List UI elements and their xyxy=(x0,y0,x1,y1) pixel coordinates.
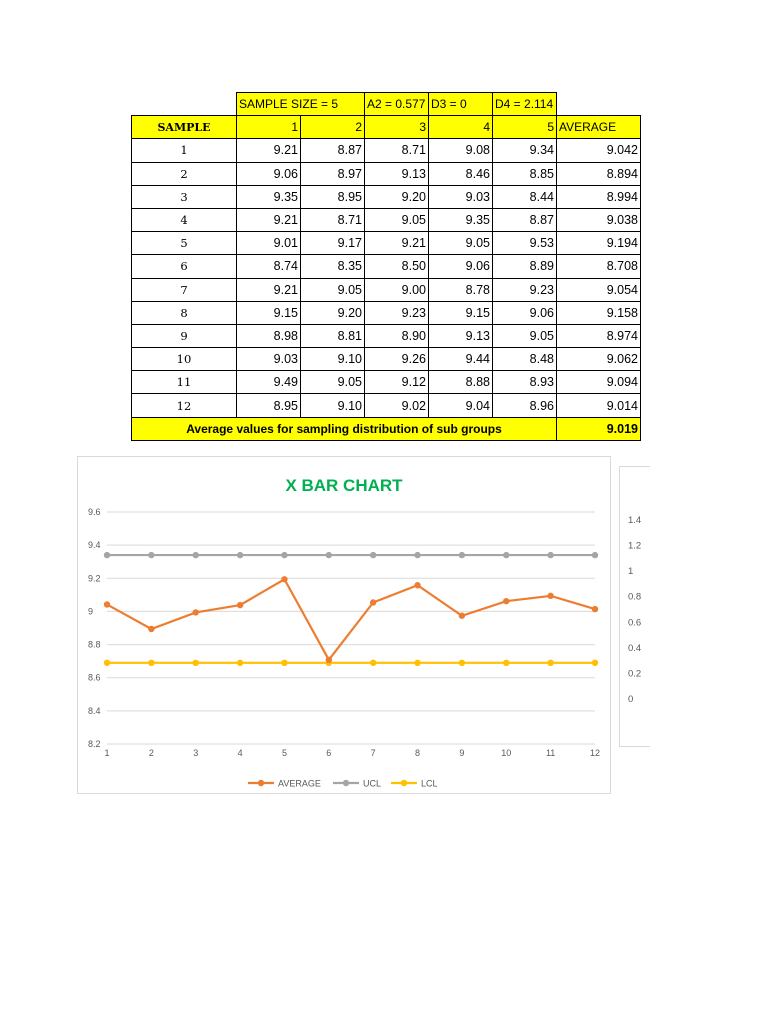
observation-cell[interactable]: 9.10 xyxy=(301,348,365,371)
observation-cell[interactable]: 9.12 xyxy=(365,371,429,394)
sample-number-cell[interactable]: 12 xyxy=(132,394,237,417)
observation-cell[interactable]: 8.35 xyxy=(301,255,365,278)
sample-data-table xyxy=(131,92,641,441)
observation-cell[interactable]: 8.87 xyxy=(493,208,557,231)
sample-number-cell[interactable]: 1 xyxy=(132,139,237,162)
average-cell[interactable]: 9.042 xyxy=(557,139,641,162)
observation-cell[interactable]: 9.13 xyxy=(429,324,493,347)
sample-number-cell[interactable]: 6 xyxy=(132,255,237,278)
observation-cell[interactable]: 9.01 xyxy=(237,232,301,255)
table-row xyxy=(132,301,641,324)
average-header-cell[interactable]: AVERAGE xyxy=(557,116,641,139)
sample-number-cell[interactable]: 8 xyxy=(132,301,237,324)
observation-cell[interactable]: 8.90 xyxy=(365,324,429,347)
average-cell[interactable]: 8.708 xyxy=(557,255,641,278)
sample-size-cell[interactable]: SAMPLE SIZE = 5 xyxy=(237,93,365,116)
ucl-data-point[interactable] xyxy=(237,552,243,558)
gridlines xyxy=(107,512,595,744)
chart-title: X BAR CHART xyxy=(285,476,403,495)
observation-cell[interactable]: 9.03 xyxy=(237,348,301,371)
observation-cell[interactable]: 9.13 xyxy=(365,162,429,185)
secondary-y-tick-label: 0.8 xyxy=(628,591,642,603)
observation-cell[interactable]: 9.23 xyxy=(365,301,429,324)
observation-cell[interactable]: 9.35 xyxy=(237,185,301,208)
lcl-data-point[interactable] xyxy=(237,660,243,666)
observation-cell[interactable]: 8.96 xyxy=(493,394,557,417)
table-row xyxy=(132,324,641,347)
x-tick-label: 5 xyxy=(281,748,287,758)
observation-cell[interactable]: 9.21 xyxy=(365,232,429,255)
observation-cell[interactable]: 9.53 xyxy=(493,232,557,255)
x-tick-label: 1 xyxy=(104,748,110,758)
ucl-data-point[interactable] xyxy=(148,552,154,558)
average-cell[interactable]: 9.062 xyxy=(557,348,641,371)
secondary-y-tick-label: 0.6 xyxy=(628,617,642,629)
average-data-point[interactable] xyxy=(104,601,110,607)
table-row xyxy=(132,371,641,394)
average-cell[interactable]: 9.158 xyxy=(557,301,641,324)
average-data-point[interactable] xyxy=(193,609,199,615)
lcl-data-point[interactable] xyxy=(104,660,110,666)
observation-cell[interactable]: 9.05 xyxy=(493,324,557,347)
secondary-y-tick-label: 1 xyxy=(628,566,634,578)
average-cell[interactable]: 8.994 xyxy=(557,185,641,208)
secondary-y-tick-label: 1.4 xyxy=(628,515,642,526)
ucl-data-point[interactable] xyxy=(459,552,465,558)
average-data-point[interactable] xyxy=(414,582,420,588)
observation-cell[interactable]: 9.49 xyxy=(237,371,301,394)
average-cell[interactable]: 8.974 xyxy=(557,324,641,347)
x-bar-chart[interactable] xyxy=(77,456,611,794)
x-tick-label: 8 xyxy=(415,748,421,758)
average-data-point[interactable] xyxy=(370,599,376,605)
observation-cell[interactable]: 8.50 xyxy=(365,255,429,278)
observation-cell[interactable]: 9.05 xyxy=(429,232,493,255)
legend-label: LCL xyxy=(421,778,438,789)
observation-cell[interactable]: 8.89 xyxy=(493,255,557,278)
lcl-data-point[interactable] xyxy=(592,660,598,666)
observation-cell[interactable]: 8.85 xyxy=(493,162,557,185)
average-data-point[interactable] xyxy=(326,657,332,663)
y-tick-label: 8.8 xyxy=(88,639,101,650)
x-tick-label: 6 xyxy=(326,748,332,758)
sample-number-cell[interactable]: 10 xyxy=(132,348,237,371)
observation-cell[interactable]: 8.98 xyxy=(237,324,301,347)
observation-cell[interactable]: 9.03 xyxy=(429,185,493,208)
observation-header-cell[interactable]: 5 xyxy=(493,116,557,139)
sample-number-cell[interactable]: 3 xyxy=(132,185,237,208)
observation-cell[interactable]: 8.97 xyxy=(301,162,365,185)
observation-cell[interactable]: 9.17 xyxy=(301,232,365,255)
legend-swatch-marker xyxy=(401,780,407,786)
observation-cell[interactable]: 9.20 xyxy=(301,301,365,324)
average-cell[interactable]: 9.194 xyxy=(557,232,641,255)
observation-header-cell[interactable]: 1 xyxy=(237,116,301,139)
observation-cell[interactable]: 9.21 xyxy=(237,278,301,301)
ucl-data-point[interactable] xyxy=(592,552,598,558)
observation-cell[interactable]: 8.81 xyxy=(301,324,365,347)
sample-number-cell[interactable]: 7 xyxy=(132,278,237,301)
sample-header-cell[interactable]: SAMPLE xyxy=(132,116,237,139)
observation-cell[interactable]: 9.21 xyxy=(237,208,301,231)
x-tick-label: 7 xyxy=(370,748,376,758)
observation-cell[interactable]: 9.15 xyxy=(237,301,301,324)
ucl-data-point[interactable] xyxy=(414,552,420,558)
average-series-line[interactable] xyxy=(107,579,595,660)
ucl-data-point[interactable] xyxy=(503,552,509,558)
average-data-point[interactable] xyxy=(547,593,553,599)
observation-cell[interactable]: 9.05 xyxy=(301,278,365,301)
legend-label: UCL xyxy=(363,778,382,789)
observation-header-cell[interactable]: 4 xyxy=(429,116,493,139)
observation-cell[interactable]: 8.71 xyxy=(301,208,365,231)
x-bar-chart-svg xyxy=(78,457,610,793)
y-axis-ticks xyxy=(88,507,101,749)
lcl-data-point[interactable] xyxy=(370,660,376,666)
observation-cell[interactable]: 9.00 xyxy=(365,278,429,301)
legend-swatch-marker xyxy=(343,780,349,786)
ucl-data-point[interactable] xyxy=(326,552,332,558)
x-axis-ticks xyxy=(104,748,600,758)
ucl-data-point[interactable] xyxy=(193,552,199,558)
observation-cell[interactable]: 9.20 xyxy=(365,185,429,208)
observation-cell[interactable]: 9.04 xyxy=(429,394,493,417)
x-tick-label: 4 xyxy=(237,748,243,758)
average-data-point[interactable] xyxy=(281,576,287,582)
secondary-y-tick-label: 1.2 xyxy=(628,540,642,552)
x-tick-label: 9 xyxy=(459,748,465,758)
observation-cell[interactable]: 9.08 xyxy=(429,139,493,162)
observation-cell[interactable]: 9.05 xyxy=(301,371,365,394)
average-data-point[interactable] xyxy=(459,613,465,619)
observation-cell[interactable]: 8.71 xyxy=(365,139,429,162)
d3-cell[interactable]: D3 = 0 xyxy=(429,93,493,116)
observation-cell[interactable]: 9.26 xyxy=(365,348,429,371)
observation-cell[interactable]: 9.34 xyxy=(493,139,557,162)
table-row xyxy=(132,139,641,162)
sample-number-cell[interactable]: 2 xyxy=(132,162,237,185)
x-tick-label: 11 xyxy=(545,748,556,758)
ucl-data-point[interactable] xyxy=(547,552,553,558)
observation-cell[interactable]: 8.46 xyxy=(429,162,493,185)
ucl-data-point[interactable] xyxy=(370,552,376,558)
observation-cell[interactable]: 8.44 xyxy=(493,185,557,208)
footer-label-cell[interactable]: Average values for sampling distribution of sub groups xyxy=(132,417,557,440)
secondary-y-tick-label: 0 xyxy=(628,694,634,705)
observation-cell[interactable]: 9.06 xyxy=(237,162,301,185)
average-cell[interactable]: 8.894 xyxy=(557,162,641,185)
average-cell[interactable]: 9.054 xyxy=(557,278,641,301)
lcl-data-point[interactable] xyxy=(547,660,553,666)
table-footer-row xyxy=(132,417,641,440)
footer-value-cell[interactable]: 9.019 xyxy=(557,417,641,440)
lcl-data-point[interactable] xyxy=(281,660,287,666)
observation-cell[interactable]: 9.02 xyxy=(365,394,429,417)
observation-cell[interactable]: 9.35 xyxy=(429,208,493,231)
x-tick-label: 10 xyxy=(501,748,512,758)
ucl-data-point[interactable] xyxy=(281,552,287,558)
average-data-point[interactable] xyxy=(503,598,509,604)
observation-header-cell[interactable]: 2 xyxy=(301,116,365,139)
average-data-point[interactable] xyxy=(592,606,598,612)
x-tick-label: 12 xyxy=(589,748,601,758)
secondary-chart-partial[interactable] xyxy=(619,466,650,747)
observation-cell[interactable]: 8.95 xyxy=(301,185,365,208)
average-data-point[interactable] xyxy=(148,626,154,632)
table-row xyxy=(132,348,641,371)
table-row xyxy=(132,394,641,417)
observation-cell[interactable]: 8.93 xyxy=(493,371,557,394)
secondary-y-tick-label: 0.4 xyxy=(628,642,642,654)
series-group xyxy=(104,552,598,666)
average-data-point[interactable] xyxy=(237,602,243,608)
observation-cell[interactable]: 9.44 xyxy=(429,348,493,371)
lcl-data-point[interactable] xyxy=(503,660,509,666)
observation-cell[interactable]: 9.21 xyxy=(237,139,301,162)
y-tick-label: 9 xyxy=(88,606,94,617)
average-cell[interactable]: 9.014 xyxy=(557,394,641,417)
lcl-data-point[interactable] xyxy=(459,660,465,666)
ucl-data-point[interactable] xyxy=(104,552,110,558)
observation-cell[interactable]: 9.15 xyxy=(429,301,493,324)
table-row xyxy=(132,162,641,185)
observation-cell[interactable]: 9.23 xyxy=(493,278,557,301)
y-tick-label: 8.4 xyxy=(88,705,101,716)
observation-header-cell[interactable]: 3 xyxy=(365,116,429,139)
x-tick-label: 2 xyxy=(148,748,154,758)
table-body xyxy=(132,139,641,417)
observation-cell[interactable]: 8.87 xyxy=(301,139,365,162)
constants-row xyxy=(132,93,641,116)
lcl-data-point[interactable] xyxy=(414,660,420,666)
table-row xyxy=(132,278,641,301)
lcl-data-point[interactable] xyxy=(193,660,199,666)
observation-cell[interactable]: 8.78 xyxy=(429,278,493,301)
secondary-chart-svg xyxy=(620,467,650,746)
a2-cell[interactable]: A2 = 0.577 xyxy=(365,93,429,116)
observation-cell[interactable]: 9.06 xyxy=(429,255,493,278)
observation-cell[interactable]: 8.88 xyxy=(429,371,493,394)
legend xyxy=(248,779,438,789)
y-tick-label: 8.6 xyxy=(88,672,101,683)
observation-cell[interactable]: 8.74 xyxy=(237,255,301,278)
y-tick-label: 9.4 xyxy=(88,540,101,551)
y-tick-label: 8.2 xyxy=(88,739,101,749)
sample-number-cell[interactable]: 5 xyxy=(132,232,237,255)
table-row xyxy=(132,185,641,208)
d4-cell[interactable]: D4 = 2.114 xyxy=(493,93,557,116)
sample-number-cell[interactable]: 4 xyxy=(132,208,237,231)
y-tick-label: 9.6 xyxy=(88,507,101,517)
y-tick-label: 9.2 xyxy=(88,573,101,584)
observation-cell[interactable]: 8.95 xyxy=(237,394,301,417)
table-row xyxy=(132,255,641,278)
table-row xyxy=(132,208,641,231)
sample-number-cell[interactable]: 9 xyxy=(132,324,237,347)
legend-swatch-marker xyxy=(258,780,264,786)
observation-cell[interactable]: 9.10 xyxy=(301,394,365,417)
x-tick-label: 3 xyxy=(193,748,199,758)
observation-cell[interactable]: 8.48 xyxy=(493,348,557,371)
table-row xyxy=(132,232,641,255)
observation-cell[interactable]: 9.06 xyxy=(493,301,557,324)
average-cell[interactable]: 9.094 xyxy=(557,371,641,394)
legend-label: AVERAGE xyxy=(278,778,321,789)
sample-number-cell[interactable]: 11 xyxy=(132,371,237,394)
average-cell[interactable]: 9.038 xyxy=(557,208,641,231)
observation-cell[interactable]: 9.05 xyxy=(365,208,429,231)
table-header-row xyxy=(132,116,641,139)
secondary-y-tick-label: 0.2 xyxy=(628,668,642,680)
lcl-data-point[interactable] xyxy=(148,660,154,666)
